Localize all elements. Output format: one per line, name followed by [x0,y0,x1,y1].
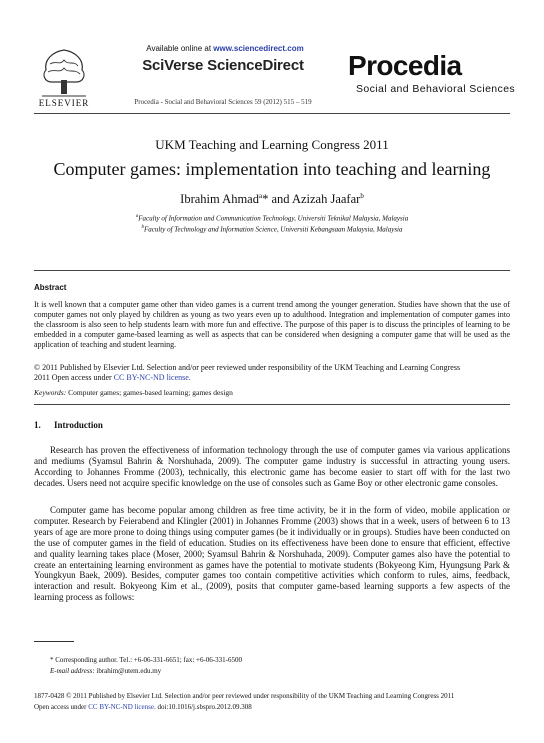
affiliation-a [34,214,510,222]
affiliation-b [34,225,510,233]
author-conjunction: and [268,192,292,207]
footer-cc-link[interactable]: CC BY-NC-ND license. [88,703,156,711]
author-line [34,192,510,207]
footer-open-access: Open access under [34,703,89,711]
paper-title: Computer games: implementation into teaching and learning [53,159,491,179]
available-prefix: Available online at [146,44,214,53]
conference-name: UKM Teaching and Learning Congress 2011 [155,137,389,152]
footer-issn-line: 1877-0428 © 2011 Published by Elsevier Ltd. Selection and/or peer reviewed under responsibility of the UKM Teaching and Learning Congress 2011 [34,692,455,700]
affiliation-b-text: Faculty of Technology and Information Science, Universiti Kebangsaan Malaysia, Malaysia [143,225,403,234]
affiliation-b-mark: b [141,225,144,230]
section-title: Introduction [54,420,103,430]
email-address: ibrahim@utem.edu.my [94,667,162,675]
abstract-copyright [34,363,474,383]
procedia-logo: Procedia [348,50,462,81]
keywords [34,388,510,397]
keywords-label: Keywords: [34,388,67,397]
affiliation-a-text: Faculty of Information and Communication Technology, Universiti Teknikal Malaysia, Malaysia [138,214,409,223]
abstract-body: It is well known that a computer game other than video games is a current trend among the younger generation. Studies have shown that the use of computer games not only played by children as young as two years even up to adulthood. Integration and implementation of computer games into the classroom is also seen to help students learn with more fun and effective. The purpose of this paper is to discuss the principles of learning to be embedded in a computer game-based learning as well as aspects that can be considered when designing a computer game that will be used as the application of teaching and student learning. [34,300,510,349]
sciverse-sciencedirect-logo: SciVerse ScienceDirect [142,57,304,74]
author-1-affil-mark: a [258,192,263,200]
copyright-text: © 2011 Published by Elsevier Ltd. Selection and/or peer reviewed under responsibility of the UKM Teaching and Learning Congress 2011 Open access under [34,363,461,382]
corresponding-author-note: * Corresponding author. Tel.: +6-06-331-6651; fax: +6-06-331-6500 [50,656,242,664]
body-paragraph-2: Computer game has become popular among children as free time activity, be it in the form of video, mobile application or computer. Research by Feierabend and Klingler (2001) in Johannes Fromme (2003) shows that in a week, users of between 6 to 13 years of age are more prone to doing things using computer games (be it individually or in groups). Studies have been conducted on the use of computer games in the field of education. Studies on its effectiveness have been done to ensure that efficient, effective and quality learning takes place (Moser, 2000; Syamsul Bahrin & Norshuhada, 2009). Computer games also have the potential to create an entertaining learning environment as games have the potential to motivate students (Bokyeong Kim, Hyungsung Park & Youngkyun Baek, 2009). Besides, computer games too contain competitive activities which conform to rules, aims, feedback, interaction and result. Bokyeong Kim et al., (2009), posits that computer game-based learning supports a few aspects of the learning process as follows: [34,505,510,603]
email-label: E-mail address: [50,667,95,675]
body-paragraph-1: Research has proven the effectiveness of information technology through the use of computer games via various applications and mediums (Syamsul Bahrin & Norshuhada, 2009). The computer game industry is successful in attracting young users. According to Johannes Fromme (2003), technically, this electronic game has become easier to start off with for the last two decades. Users need not acquire specific knowledge on the use of consoles such as Game Boy or other electronic game consoles. [34,445,510,488]
journal-reference: Procedia - Social and Behavioral Sciences 59 (2012) 515 – 519 [134,98,312,106]
cc-license-link[interactable]: CC BY-NC-ND license. [113,373,191,382]
abstract-top-rule [34,270,510,271]
abstract-bottom-rule [34,404,510,405]
corresponding-mark: * [262,192,269,207]
section-number: 1. [34,420,41,430]
author-2: Azizah Jaafar [291,192,361,207]
sciencedirect-link[interactable]: www.sciencedirect.com [213,44,304,53]
abstract-heading: Abstract [34,283,67,292]
procedia-subtitle: Social and Behavioral Sciences [356,83,516,95]
elsevier-wordmark: ELSEVIER [38,98,90,108]
footer-license-line [34,703,534,711]
keywords-list: Computer games; games-based learning; games design [66,388,233,397]
footnote-rule [34,641,74,642]
email-note [50,667,510,675]
author-2-affil-mark: b [360,192,364,200]
author-1: Ibrahim Ahmad [180,192,259,207]
footer-doi: doi:10.1016/j.sbspro.2012.09.308 [155,703,252,711]
section-heading [34,420,103,430]
elsevier-tree-logo [34,44,94,106]
affiliation-a-mark: a [135,214,139,219]
available-online [130,44,320,53]
header-rule [34,113,510,114]
